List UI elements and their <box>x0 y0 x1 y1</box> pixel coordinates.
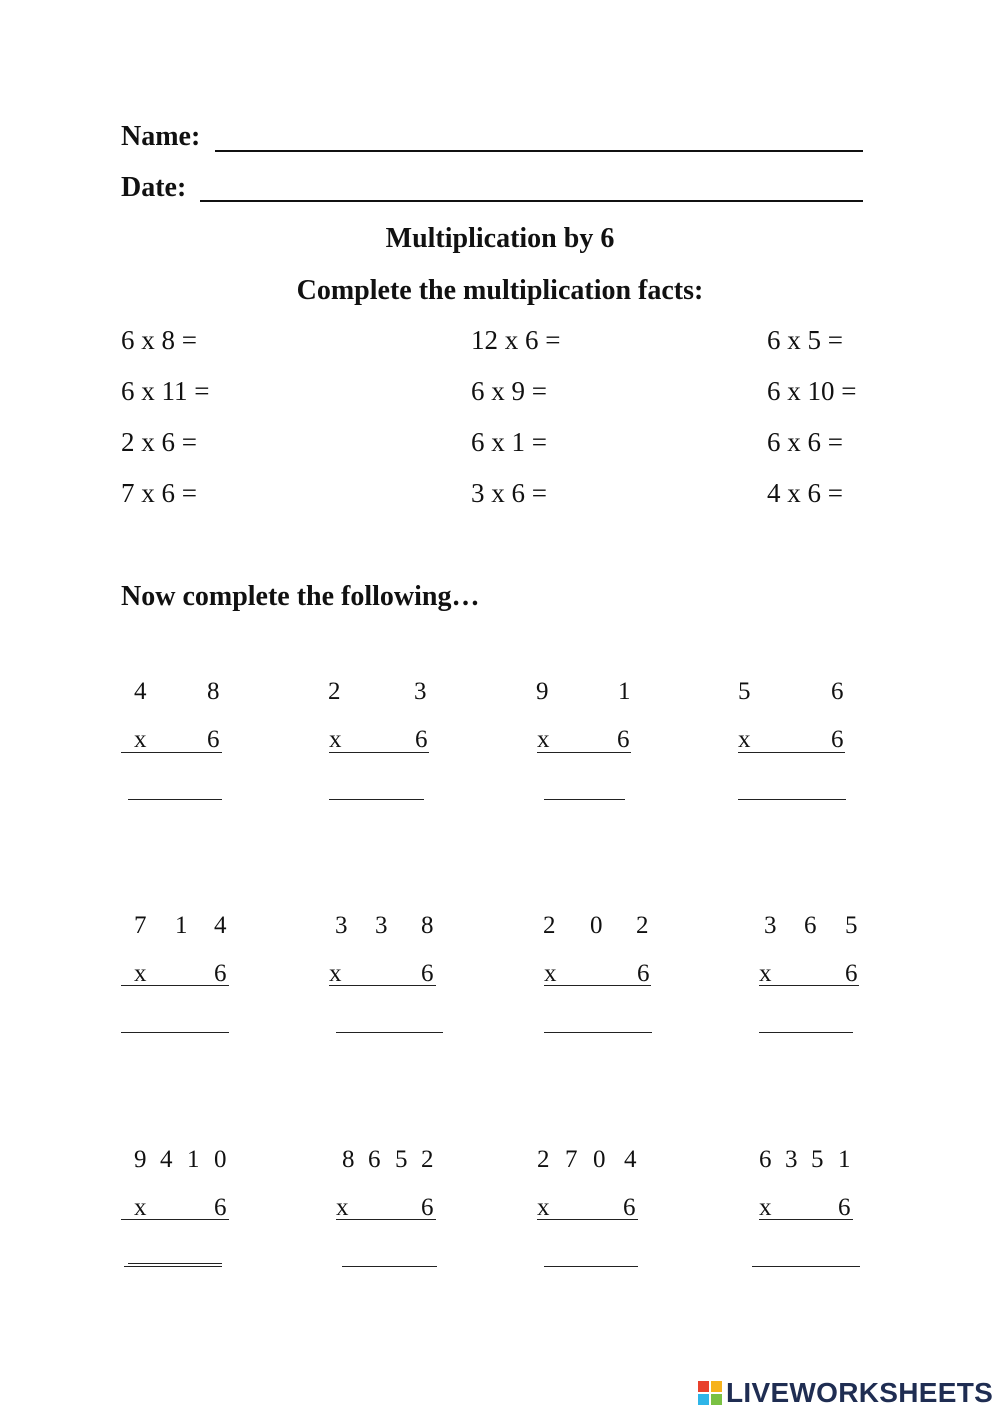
digit: 3 <box>764 912 777 939</box>
multiplier: 6 <box>421 960 434 987</box>
problem-rule <box>121 752 222 753</box>
multiplier: 6 <box>838 1194 851 1221</box>
multiplier: 6 <box>623 1194 636 1221</box>
times-sign: x <box>759 960 772 987</box>
problem-rule <box>121 985 229 986</box>
problem-rule <box>537 1219 638 1220</box>
problem-rule <box>329 752 429 753</box>
answer-line[interactable] <box>128 799 222 800</box>
times-sign: x <box>134 960 147 987</box>
fact-item: 3 x 6 = <box>471 478 547 508</box>
logo-tile <box>711 1381 722 1392</box>
digit: 2 <box>328 678 341 705</box>
fact-item: 7 x 6 = <box>121 478 197 508</box>
answer-line[interactable] <box>336 1032 443 1033</box>
digit: 8 <box>342 1146 355 1173</box>
digit: 2 <box>537 1146 550 1173</box>
problem-rule <box>121 1219 229 1220</box>
date-label: Date: <box>121 172 187 203</box>
times-sign: x <box>134 726 147 753</box>
digit: 5 <box>845 912 858 939</box>
digit: 9 <box>536 678 549 705</box>
brand-text: LIVEWORKSHEETS <box>726 1377 994 1408</box>
multiplier: 6 <box>214 1194 227 1221</box>
times-sign: x <box>738 726 751 753</box>
problem-rule <box>336 1219 436 1220</box>
multiplier: 6 <box>637 960 650 987</box>
answer-line[interactable] <box>329 799 424 800</box>
fact-item: 6 x 10 = <box>767 376 857 406</box>
digit: 0 <box>214 1146 227 1173</box>
answer-line[interactable] <box>738 799 846 800</box>
multiplier: 6 <box>831 726 844 753</box>
digit: 4 <box>624 1146 637 1173</box>
fact-item: 6 x 1 = <box>471 427 547 457</box>
logo-tile <box>698 1381 709 1392</box>
multiplier: 6 <box>617 726 630 753</box>
times-sign: x <box>336 1194 349 1221</box>
problem-rule <box>738 752 845 753</box>
digit: 4 <box>160 1146 173 1173</box>
fact-item: 2 x 6 = <box>121 427 197 457</box>
digit: 1 <box>838 1146 851 1173</box>
digit: 5 <box>738 678 751 705</box>
digit: 3 <box>414 678 427 705</box>
digit: 6 <box>831 678 844 705</box>
answer-line[interactable] <box>544 1032 652 1033</box>
digit: 6 <box>759 1146 772 1173</box>
fact-item: 6 x 5 = <box>767 325 843 355</box>
fact-item: 6 x 9 = <box>471 376 547 406</box>
digit: 6 <box>804 912 817 939</box>
multiplier: 6 <box>415 726 428 753</box>
answer-line[interactable] <box>759 1032 853 1033</box>
digit: 7 <box>565 1146 578 1173</box>
digit: 3 <box>335 912 348 939</box>
date-line[interactable] <box>200 200 863 202</box>
answer-line[interactable] <box>121 1032 229 1033</box>
answer-line[interactable] <box>128 1263 222 1264</box>
digit: 6 <box>368 1146 381 1173</box>
name-label: Name: <box>121 121 201 152</box>
digit: 2 <box>421 1146 434 1173</box>
problem-rule <box>759 1219 853 1220</box>
times-sign: x <box>537 1194 550 1221</box>
answer-line[interactable] <box>544 799 625 800</box>
logo-tile <box>698 1394 709 1405</box>
fact-item: 6 x 11 = <box>121 376 210 406</box>
answer-line[interactable] <box>342 1266 437 1267</box>
problem-rule <box>544 985 651 986</box>
digit: 0 <box>590 912 603 939</box>
logo-tile <box>711 1394 722 1405</box>
liveworksheets-logo[interactable] <box>698 1376 993 1410</box>
fact-item: 12 x 6 = <box>471 325 561 355</box>
digit: 5 <box>811 1146 824 1173</box>
digit: 4 <box>214 912 227 939</box>
answer-line[interactable] <box>752 1266 860 1267</box>
digit: 0 <box>593 1146 606 1173</box>
logo-mark-icon <box>698 1381 722 1405</box>
multiplier: 6 <box>207 726 220 753</box>
digit: 5 <box>395 1146 408 1173</box>
digit: 1 <box>187 1146 200 1173</box>
problem-rule <box>759 985 859 986</box>
digit: 3 <box>785 1146 798 1173</box>
answer-line-double <box>124 1266 222 1267</box>
problem-rule <box>329 985 436 986</box>
digit: 7 <box>134 912 147 939</box>
digit: 2 <box>543 912 556 939</box>
digit: 3 <box>375 912 388 939</box>
digit: 1 <box>175 912 188 939</box>
fact-item: 6 x 6 = <box>767 427 843 457</box>
multiplier: 6 <box>421 1194 434 1221</box>
section-heading: Now complete the following… <box>121 581 480 612</box>
times-sign: x <box>759 1194 772 1221</box>
digit: 2 <box>636 912 649 939</box>
times-sign: x <box>329 726 342 753</box>
digit: 1 <box>618 678 631 705</box>
digit: 8 <box>421 912 434 939</box>
digit: 4 <box>134 678 147 705</box>
fact-item: 6 x 8 = <box>121 325 197 355</box>
digit: 8 <box>207 678 220 705</box>
times-sign: x <box>537 726 550 753</box>
problem-rule <box>537 752 631 753</box>
times-sign: x <box>544 960 557 987</box>
digit: 9 <box>134 1146 147 1173</box>
answer-line[interactable] <box>544 1266 638 1267</box>
multiplier: 6 <box>845 960 858 987</box>
page-title: Multiplication by 6 <box>385 223 615 254</box>
instruction-text: Complete the multiplication facts: <box>296 275 704 306</box>
multiplier: 6 <box>214 960 227 987</box>
times-sign: x <box>134 1194 147 1221</box>
name-line[interactable] <box>215 150 863 152</box>
times-sign: x <box>329 960 342 987</box>
fact-item: 4 x 6 = <box>767 478 843 508</box>
